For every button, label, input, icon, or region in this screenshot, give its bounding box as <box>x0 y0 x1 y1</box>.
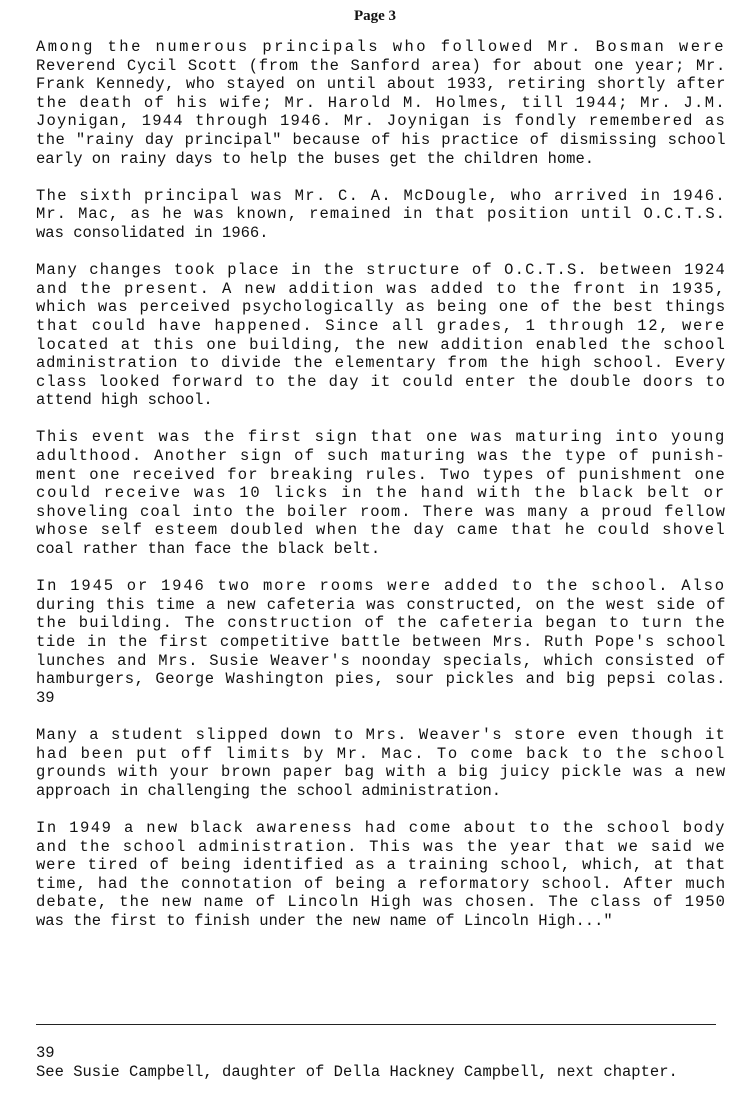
paragraph-sixth-principal <box>36 187 726 243</box>
text-line: tide in the first competitive battle between Mrs. Ruth Pope's school <box>36 633 726 651</box>
paragraph-weaver-store <box>36 726 726 800</box>
text-line: In 1945 or 1946 two more rooms were added to the school. Also <box>36 577 726 596</box>
text-line: whose self esteem doubled when the day came that he could shovel <box>36 521 726 540</box>
text-line: had been put off limits by Mr. Mac. To come back to the school <box>36 744 726 763</box>
text-line: Many a student slipped down to Mrs. Weaver's store even though it <box>36 725 726 744</box>
text-line: located at this one building, the new addition enabled the school <box>36 335 726 354</box>
text-line: Joynigan, 1944 through 1946. Mr. Joynigan is fondly remembered as <box>36 112 726 131</box>
paragraph-cafeteria <box>36 577 726 707</box>
text-line: Many changes took place in the structure of O.C.T.S. between 1924 <box>36 261 726 280</box>
text-line: administration to divide the elementary from the high school. Every <box>36 354 726 373</box>
paragraph-lincoln-high <box>36 819 726 931</box>
footnote-reference: 39 <box>36 688 55 707</box>
text-line: and the present. A new addition was added to the front in 1935, <box>36 279 726 298</box>
page-number: Page 3 <box>353 8 397 24</box>
text-line: the death of his wife; Mr. Harold M. Holmes, till 1944; Mr. J.M. <box>36 93 726 112</box>
footnote-number: 39 <box>36 1044 55 1062</box>
text-line: the "rainy day principal" because of his practice of dismissing school <box>36 130 726 149</box>
text-line: This event was the first sign that one was maturing into young <box>36 428 726 447</box>
text-line: In 1949 a new black awareness had come about to the school body <box>36 818 726 837</box>
text-line: the building. The construction of the cafeteria began to turn the <box>36 614 726 633</box>
text-line: approach in challenging the school administration. <box>36 781 502 800</box>
footnote <box>36 1044 726 1082</box>
text-line: hamburgers, George Washington pies, sour pickles and big pepsi colas. <box>36 670 726 689</box>
text-line: that could have happened. Since all grades, 1 through 12, were <box>36 316 726 335</box>
text-line: early on rainy days to help the buses get the children home. <box>36 149 595 168</box>
text-line: Among the numerous principals who followed Mr. Bosman were <box>36 38 726 56</box>
paragraph-changes <box>36 261 726 410</box>
text-line: grounds with your brown paper bag with a big juicy pickle was a new <box>36 763 726 782</box>
text-line: during this time a new cafeteria was constructed, on the west side of <box>36 595 726 614</box>
footnote-divider <box>36 1024 716 1025</box>
text-line: Reverend Cycil Scott (from the Sanford area) for about one year; Mr. <box>36 56 726 75</box>
footnote-text: See Susie Campbell, daughter of Della Hackney Campbell, next chapter. <box>36 1063 678 1081</box>
text-line: coal rather than face the black belt. <box>36 540 381 559</box>
text-line: were tired of being identified as a training school, which, at that <box>36 856 726 875</box>
text-line: and the school administration. This was the year that we said we <box>36 837 726 856</box>
text-line: attend high school. <box>36 391 213 410</box>
paragraph-maturing <box>36 428 726 558</box>
text-line: The sixth principal was Mr. C. A. McDougle, who arrived in 1946. <box>36 186 726 205</box>
text-line: shoveling coal into the boiler room. There was many a proud fellow <box>36 502 726 521</box>
text-line: adulthood. Another sign of such maturing was the type of punish- <box>36 447 726 466</box>
text-line: lunches and Mrs. Susie Weaver's noonday specials, which consisted of <box>36 651 726 670</box>
text-line: was the first to finish under the new name of Lincoln High..." <box>36 911 613 930</box>
text-line: Mr. Mac, as he was known, remained in that position until O.C.T.S. <box>36 205 726 224</box>
text-line: ment one received for breaking rules. Two types of punishment one <box>36 465 726 484</box>
text-line: time, had the connotation of being a reformatory school. After much <box>36 874 726 893</box>
text-line: was consolidated in 1966. <box>36 223 269 242</box>
text-line: could receive was 10 licks in the hand with the black belt or <box>36 484 726 503</box>
text-line: debate, the new name of Lincoln High was chosen. The class of 1950 <box>36 893 726 912</box>
paragraph-principals <box>36 38 726 168</box>
text-line: which was perceived psychologically as being one of the best things <box>36 298 726 317</box>
text-line: Frank Kennedy, who stayed on until about 1933, retiring shortly after <box>36 75 726 94</box>
text-line: class looked forward to the day it could enter the double doors to <box>36 372 726 391</box>
body-text <box>36 38 726 949</box>
